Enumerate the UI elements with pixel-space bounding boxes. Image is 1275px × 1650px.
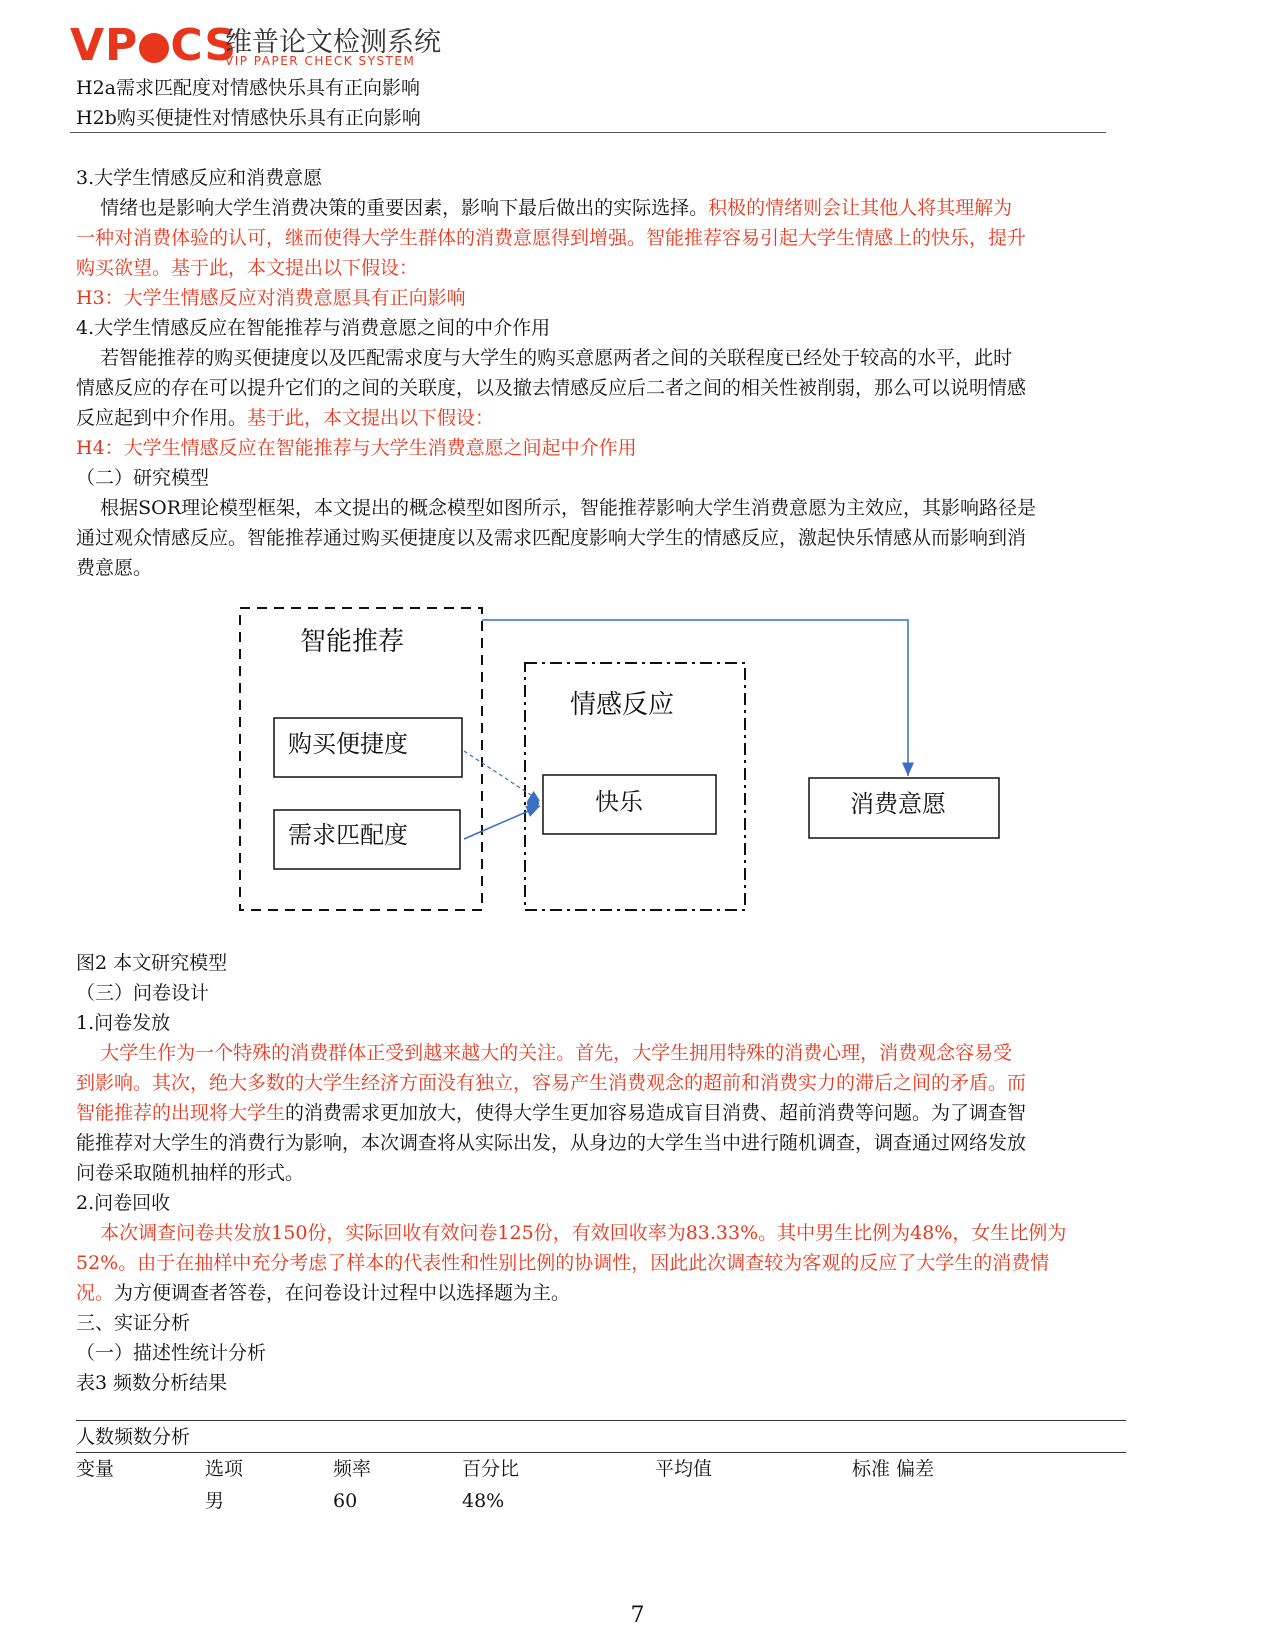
subsection-heading: （一）描述性统计分析 [76, 1342, 267, 1364]
arrow-smart-intention [482, 620, 908, 776]
paragraph-line: 通过观众情感反应。智能推荐通过购买便捷度以及需求匹配度影响大学生的情感反应，激起快乐情感从而影响到消 [76, 527, 1027, 549]
table-header: 平均值 [655, 1458, 713, 1480]
paragraph-line: 根据SOR理论模型框架，本文提出的概念模型如图所示，智能推荐影响大学生消费意愿为主效应，其影响路径是 [76, 497, 1037, 519]
paragraph-line: 到影响。其次，绝大多数的大学生经济方面没有独立，容易产生消费观念的超前和消费实力的滞后之间的矛盾。而 [76, 1072, 1027, 1094]
paragraph-line: 费意愿。 [76, 557, 153, 579]
paragraph-line: 本次调查问卷共发放150份，实际回收有效问卷125份，有效回收率为83.33%。其中男生比例为48%，女生比例为 [76, 1222, 1067, 1244]
table-header: 百分比 [462, 1458, 520, 1480]
paragraph-line: 反应起到中介作用。基于此，本文提出以下假设： [76, 407, 495, 429]
paragraph-line: 能推荐对大学生的消费行为影响，本次调查将从实际出发，从身边的大学生当中进行随机调查，调查通过网络发放 [76, 1132, 1027, 1154]
logo-en: VIP PAPER CHECK SYSTEM [225, 54, 416, 68]
table-header: 变量 [76, 1458, 115, 1480]
label-emotion: 情感反应 [570, 690, 675, 720]
paragraph-line: 问卷采取随机抽样的形式。 [76, 1162, 305, 1184]
table-title: 人数频数分析 [76, 1426, 191, 1448]
hypothesis-h2b: H2b购买便捷性对情感快乐具有正向影响 [76, 107, 421, 129]
paragraph-line: 一种对消费体验的认可，继而使得大学生群体的消费意愿得到增强。智能推荐容易引起大学生情感上的快乐，提升 [76, 227, 1027, 249]
label-match: 需求匹配度 [288, 821, 408, 849]
table-header-rule [76, 1452, 1126, 1453]
subsection-heading: （三）问卷设计 [76, 982, 210, 1004]
section-heading: 2.问卷回收 [76, 1192, 171, 1214]
table-cell: 48% [462, 1490, 505, 1512]
logo-cn: 维普论文检测系统 [225, 27, 441, 58]
paragraph-line: 智能推荐的出现将大学生的消费需求更加放大，使得大学生更加容易造成盲目消费、超前消费等问题。为了调查智 [76, 1102, 1027, 1124]
arrow-match-joy [464, 806, 540, 839]
table-header: 选项 [205, 1458, 244, 1480]
paragraph-line: 况。为方便调查者答卷，在问卷设计过程中以选择题为主。 [76, 1282, 571, 1304]
page-number: 7 [630, 1603, 645, 1628]
table-header: 标准 偏差 [852, 1458, 935, 1480]
table-top-rule [76, 1420, 1126, 1421]
hypothesis-h4: H4：大学生情感反应在智能推荐与大学生消费意愿之间起中介作用 [76, 437, 637, 459]
paragraph-line: 52%。由于在抽样中充分考虑了样本的代表性和性别比例的协调性，因此此次调查较为客观的反应了大学生的消费情 [76, 1252, 1050, 1274]
section-heading: 1.问卷发放 [76, 1012, 171, 1034]
label-joy: 快乐 [595, 788, 643, 816]
section-heading: 三、实证分析 [76, 1312, 191, 1334]
table-cell: 男 [205, 1490, 225, 1512]
paragraph-line: 购买欲望。基于此，本文提出以下假设： [76, 257, 419, 279]
hypothesis-h3: H3：大学生情感反应对消费意愿具有正向影响 [76, 287, 466, 309]
arrow-convenience-joy [464, 751, 540, 801]
label-smart: 智能推荐 [300, 627, 405, 657]
paragraph-line: 大学生作为一个特殊的消费群体正受到越来越大的关注。首先，大学生拥用特殊的消费心理，消费观念容易受 [76, 1042, 1013, 1064]
logo: VP + CS [70, 20, 238, 71]
table-header: 频率 [333, 1458, 372, 1480]
subsection-heading: （二）研究模型 [76, 467, 210, 489]
junction-dot [527, 797, 539, 809]
figure-caption: 图2 本文研究模型 [76, 952, 228, 974]
hypothesis-h2a: H2a需求匹配度对情感快乐具有正向影响 [76, 77, 420, 99]
section-heading: 4.大学生情感反应在智能推荐与消费意愿之间的中介作用 [76, 317, 551, 339]
label-intention: 消费意愿 [850, 790, 946, 818]
paragraph-line: 若智能推荐的购买便捷度以及匹配需求度与大学生的购买意愿两者之间的关联程度已经处于较高的水平，此时 [76, 347, 1013, 369]
paragraph-line: 情绪也是影响大学生消费决策的重要因素，影响下最后做出的实际选择。积极的情绪则会让其他人将其理解为 [76, 197, 1013, 219]
table-caption: 表3 频数分析结果 [76, 1372, 228, 1394]
section-heading: 3.大学生情感反应和消费意愿 [76, 167, 323, 189]
table-cell: 60 [333, 1490, 358, 1512]
paragraph-line: 情感反应的存在可以提升它们的之间的关联度，以及撤去情感反应后二者之间的相关性被削弱，那么可以说明情感 [76, 377, 1027, 399]
label-convenience: 购买便捷度 [288, 730, 408, 758]
